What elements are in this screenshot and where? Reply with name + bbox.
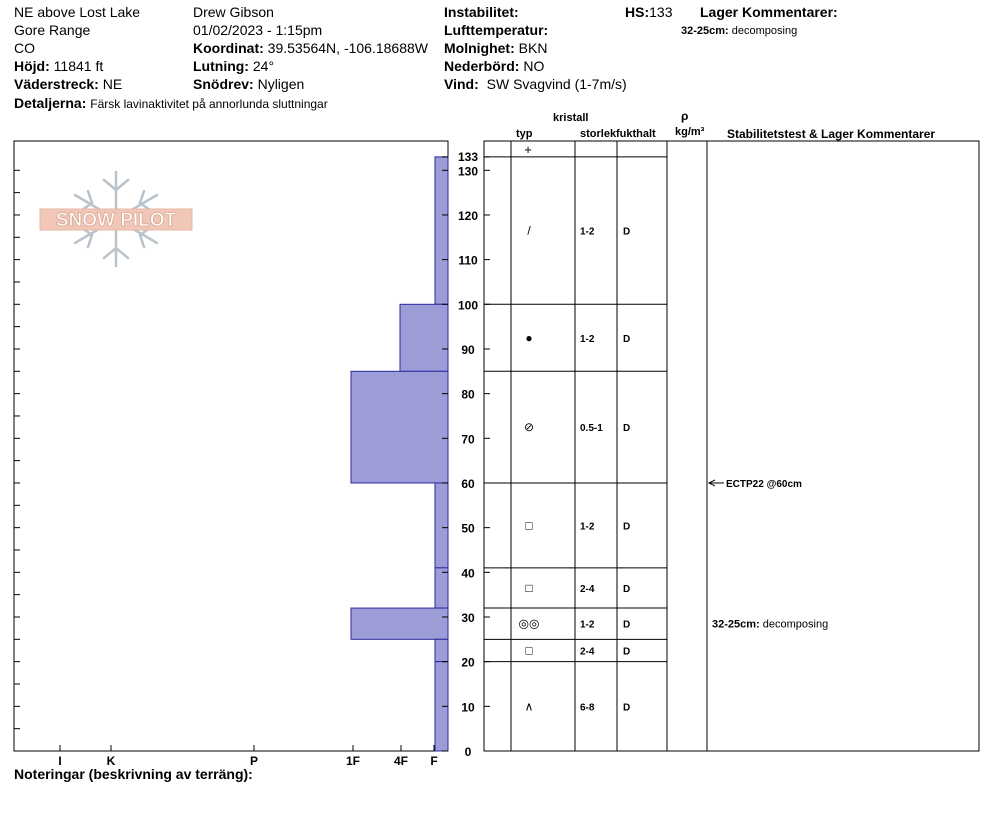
moisture-value: D bbox=[623, 333, 631, 345]
slope-label: Lutning: bbox=[193, 58, 249, 74]
grain-size-value: 1-2 bbox=[580, 619, 595, 631]
moisture-value: D bbox=[623, 702, 631, 714]
hardness-tick-label: 1F bbox=[345, 754, 361, 768]
type-header: typ bbox=[516, 128, 533, 140]
grain-type-symbol: □ bbox=[525, 643, 533, 658]
grain-type-symbol: ∧ bbox=[524, 699, 534, 714]
height-tick-label: 110 bbox=[458, 253, 478, 268]
grain-type-symbol: / bbox=[527, 223, 531, 238]
cloud-value: BKN bbox=[518, 40, 548, 56]
height-tick-label: 40 bbox=[461, 566, 475, 581]
state: CO bbox=[14, 40, 35, 56]
rho-header: ρ bbox=[681, 109, 689, 123]
stability-test-label: ECTP22 @60cm bbox=[726, 478, 802, 490]
coords-label: Koordinat: bbox=[193, 40, 264, 56]
grain-size-value: 1-2 bbox=[580, 333, 595, 345]
slope-value: 24° bbox=[252, 58, 275, 74]
layer-comment-range: 32-25cm: bbox=[712, 618, 763, 631]
wind-label: Vind: bbox=[444, 76, 479, 92]
details-label: Detaljerna: bbox=[14, 95, 87, 111]
hardness-bar-6 bbox=[435, 639, 448, 661]
snowdrift-label: Snödrev: bbox=[193, 76, 254, 92]
instability-label: Instabilitet: bbox=[444, 4, 519, 20]
height-tick-label: 100 bbox=[457, 298, 479, 313]
grain-size-value: 0.5-1 bbox=[580, 423, 603, 435]
hardness-tick-label: 4F bbox=[393, 754, 409, 768]
moisture-value: D bbox=[623, 646, 631, 658]
grain-type-symbol: ● bbox=[525, 330, 533, 345]
height-tick-label: 50 bbox=[461, 521, 475, 536]
height-tick-label: 0 bbox=[464, 745, 472, 759]
hardness-bar-3 bbox=[435, 483, 448, 568]
snowdrift-value: Nyligen bbox=[257, 76, 305, 92]
elevation-value: 11841 ft bbox=[53, 58, 104, 74]
surface-type-symbol: + bbox=[524, 141, 532, 157]
precip-value: NO bbox=[523, 58, 545, 74]
layer-comment bbox=[712, 619, 828, 631]
moisture-value: D bbox=[623, 226, 631, 238]
precip-label: Nederbörd: bbox=[444, 58, 520, 74]
header-layer-comment-range: 32-25cm: bbox=[681, 25, 729, 37]
moisture-value: D bbox=[623, 423, 631, 435]
hs-value: 133 bbox=[649, 4, 673, 20]
height-tick-label: 80 bbox=[461, 387, 475, 402]
moisture-value: D bbox=[623, 619, 631, 631]
cloud-label: Molnighet: bbox=[444, 40, 515, 56]
grain-size-value: 1-2 bbox=[580, 226, 595, 238]
terrain-notes-label: Noteringar (beskrivning av terräng): bbox=[14, 766, 253, 782]
header-layer-comment-text: decomposing bbox=[731, 25, 798, 37]
air-temp-label: Lufttemperatur: bbox=[444, 22, 549, 38]
height-tick-label: 20 bbox=[461, 655, 475, 670]
layer-comments-title: Lager Kommentarer: bbox=[700, 4, 838, 20]
hardness-tick-label: I bbox=[58, 754, 62, 768]
height-tick-label: 30 bbox=[461, 610, 475, 625]
moisture-value: D bbox=[623, 521, 631, 533]
moisture-value: D bbox=[623, 583, 631, 595]
hardness-bar-0 bbox=[435, 157, 448, 304]
grain-type-symbol: ◎◎ bbox=[518, 616, 540, 631]
hardness-bar-2 bbox=[351, 371, 448, 483]
stability-header: Stabilitetstest & Lager Kommentarer bbox=[727, 127, 936, 141]
grain-type-symbol: ⊘ bbox=[523, 420, 535, 435]
logo-text: SNOW PILOT bbox=[55, 210, 177, 231]
hardness-tick-label: P bbox=[249, 754, 259, 768]
density-unit-header: kg/m³ bbox=[675, 126, 705, 138]
location-name: NE above Lost Lake bbox=[14, 4, 141, 20]
hs-label: HS: bbox=[625, 4, 650, 20]
height-tick-label: 130 bbox=[457, 164, 479, 179]
hardness-tick-label: F bbox=[430, 754, 438, 768]
elevation-label: Höjd: bbox=[14, 58, 50, 74]
wind-value: SW Svagvind (1-7m/s) bbox=[486, 76, 627, 92]
aspect-value: NE bbox=[102, 76, 123, 92]
hardness-bar-4 bbox=[435, 568, 448, 608]
crystal-header: kristall bbox=[553, 112, 589, 124]
coords-value: 39.53564N, -106.18688W bbox=[267, 40, 428, 56]
grain-size-value: 2-4 bbox=[580, 646, 595, 658]
height-tick-label: 60 bbox=[461, 476, 475, 491]
layer-table-frame bbox=[484, 141, 979, 751]
height-tick-label: 90 bbox=[461, 342, 475, 357]
grain-type-symbol: □ bbox=[525, 518, 533, 533]
mountain-range: Gore Range bbox=[14, 22, 91, 38]
height-tick-label: 133 bbox=[457, 149, 479, 164]
observation-datetime: 01/02/2023 - 1:15pm bbox=[193, 22, 323, 38]
hardness-bar-1 bbox=[400, 304, 448, 371]
hardness-tick-label: K bbox=[106, 754, 116, 768]
layer-comment-text: decomposing bbox=[762, 618, 829, 631]
aspect-label: Väderstreck: bbox=[14, 76, 99, 92]
details-value: Färsk lavinaktivitet på annorlunda sluttningar bbox=[90, 97, 328, 111]
grain-type-symbol: □ bbox=[525, 580, 533, 595]
grain-size-value: 1-2 bbox=[580, 521, 595, 533]
grain-size-value: 2-4 bbox=[580, 583, 595, 595]
moisture-header: fukthalt bbox=[616, 128, 656, 140]
height-tick-label: 120 bbox=[457, 208, 479, 223]
height-tick-label: 10 bbox=[461, 700, 475, 715]
hardness-bar-5 bbox=[351, 608, 448, 639]
height-tick-label: 70 bbox=[461, 432, 475, 447]
size-header: storlek bbox=[580, 128, 617, 140]
grain-size-value: 6-8 bbox=[580, 702, 595, 714]
observer-name: Drew Gibson bbox=[193, 4, 274, 20]
